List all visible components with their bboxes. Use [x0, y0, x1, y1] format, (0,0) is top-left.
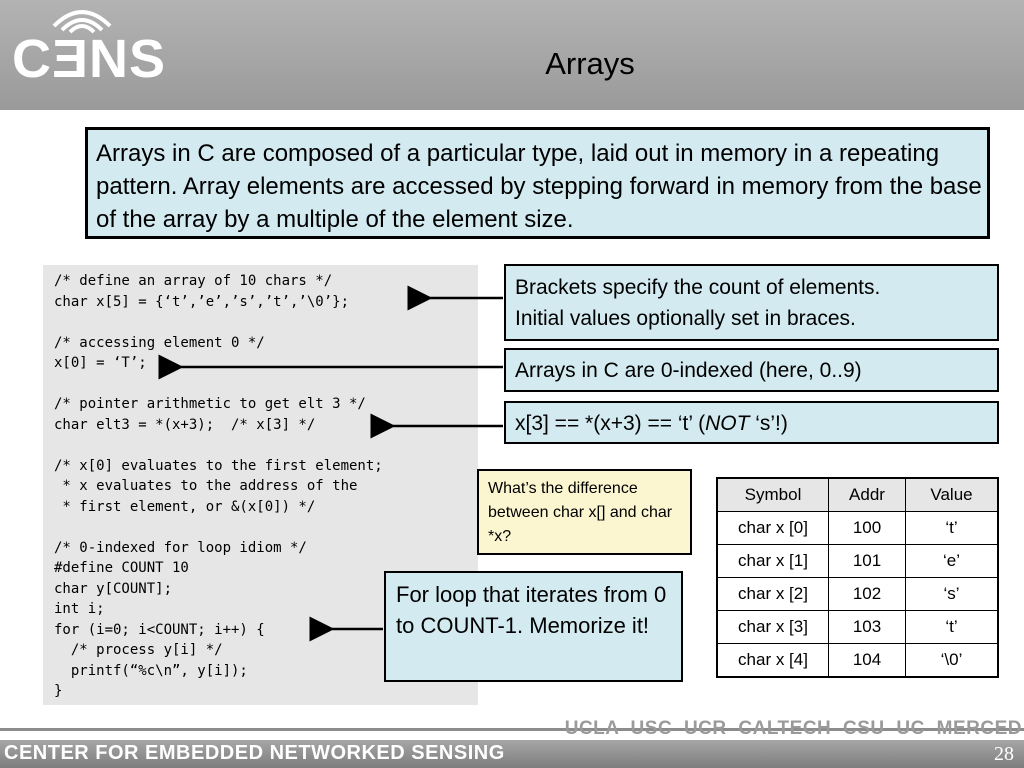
symbol-cell: char x [1] — [717, 545, 829, 578]
equivalence-prefix: x[3] == *(x+3) == ‘t’ ( — [515, 412, 706, 435]
symbol-cell: char x [0] — [717, 512, 829, 545]
equivalence-suffix: ‘s’!) — [749, 412, 788, 435]
page-number: 28 — [994, 743, 1014, 765]
addr-cell: 101 — [829, 545, 906, 578]
value-cell: ‘t’ — [906, 512, 999, 545]
symbol-cell: char x [2] — [717, 578, 829, 611]
value-cell: ‘s’ — [906, 578, 999, 611]
addr-cell: 103 — [829, 611, 906, 644]
symbol-cell: char x [4] — [717, 644, 829, 678]
value-cell: ‘e’ — [906, 545, 999, 578]
column-header-value: Value — [906, 478, 999, 512]
addr-cell: 100 — [829, 512, 906, 545]
addr-cell: 102 — [829, 578, 906, 611]
page-title: Arrays — [545, 46, 635, 81]
value-cell: ‘\0’ — [906, 644, 999, 678]
slide-footer — [0, 740, 1024, 768]
column-header-symbol: Symbol — [717, 478, 829, 512]
brackets-note-line1: Brackets specify the count of elements. — [515, 276, 881, 299]
for-loop-note: For loop that iterates from 0 to COUNT-1. Memorize it! — [384, 571, 683, 682]
symbol-cell: char x [3] — [717, 611, 829, 644]
equivalence-not: NOT — [705, 412, 750, 435]
logo-text: CƎNS — [12, 29, 167, 89]
code-text: /* define an array of 10 chars */ char x[5] = {‘t’,’e’,’s’,’t’,’\0’}; /* accessing element 0 */ x[0] = ‘T’; /* pointer arithmetic to get elt 3 */ char elt3 = *(x+3); /* x[3] */ /* x[0] evaluates to the first element; * x evaluates to the address of the * first element, or &(x[0]) */ /* 0-indexed for loop idiom */ #define COUNT 10 char y[COUNT]; int i; for (i=0; i<COUNT; i++) { /* process y[i] */ printf(“%c\n”, y[i]); } — [54, 273, 383, 699]
addr-cell: 104 — [829, 644, 906, 678]
zero-indexed-note: Arrays in C are 0-indexed (here, 0..9) — [504, 348, 999, 392]
center-name: CENTER FOR EMBEDDED NETWORKED SENSING — [4, 742, 505, 764]
intro-box: Arrays in C are composed of a particular type, laid out in memory in a repeating pattern. Array elements are accessed by stepping forward in memory from the base of the array by a multiple of the element size. — [85, 127, 990, 239]
question-box: What’s the difference between char x[] and char *x? — [477, 469, 692, 555]
brackets-note-line2: Initial values optionally set in braces. — [515, 307, 856, 330]
column-header-addr: Addr — [829, 478, 906, 512]
value-cell: ‘t’ — [906, 611, 999, 644]
university-list: UCLA USC UCR CALTECH CSU UC MERCED — [564, 718, 1022, 739]
